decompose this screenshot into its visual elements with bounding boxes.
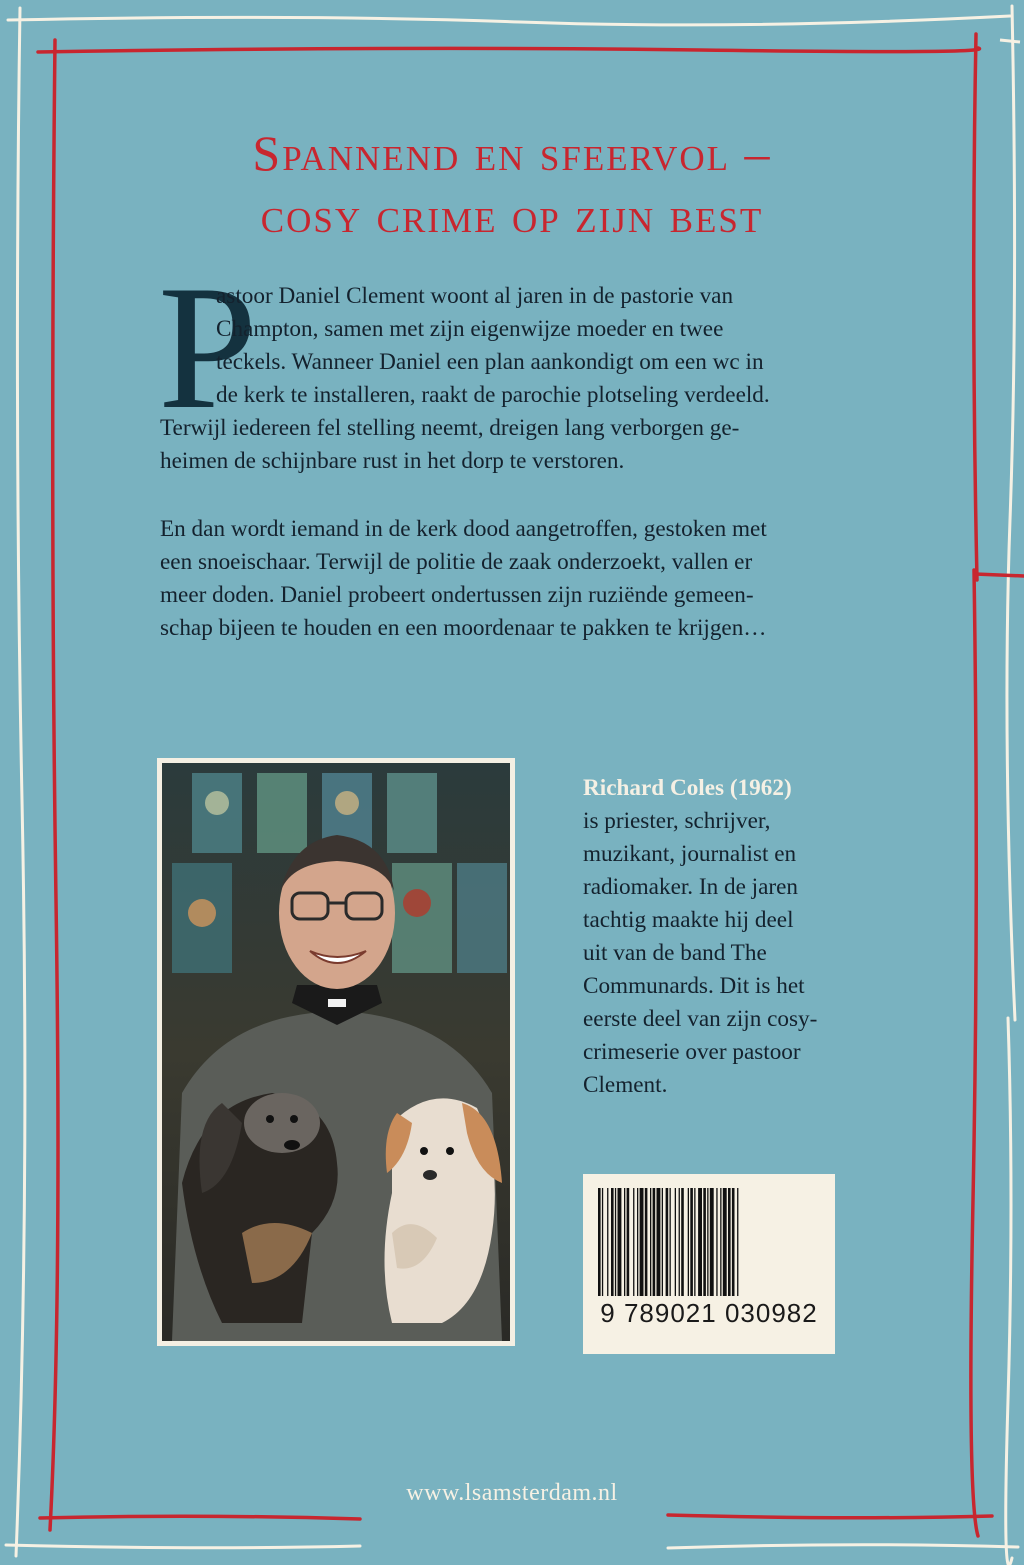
bio-line: uit van de band The [583, 940, 767, 966]
blurb-line: En dan wordt iemand in de kerk dood aangetroffen, gestoken met [160, 516, 767, 542]
barcode-bars [598, 1188, 820, 1296]
blurb-line: astoor Daniel Clement woont al jaren in de pastorie van [216, 283, 734, 309]
author-name: Richard Coles (1962) [583, 775, 792, 801]
blurb-line: Champton, samen met zijn eigenwijze moeder en twee [216, 316, 724, 342]
blurb-line: teckels. Wanneer Daniel een plan aankondigt om een wc in [216, 349, 764, 375]
bio-line: eerste deel van zijn cosy- [583, 1006, 818, 1032]
bio-line: radiomaker. In de jaren [583, 874, 799, 900]
blurb-paragraph-1 [160, 280, 875, 478]
bio-line: Communards. Dit is het [583, 973, 805, 999]
publisher-url[interactable]: www.lsamsterdam.nl [406, 1480, 618, 1506]
blurb-line: heimen de schijnbare rust in het dorp te verstoren. [160, 448, 625, 474]
isbn-digits: 9 789021 030982 [600, 1298, 818, 1328]
blurb-line: meer doden. Daniel probeert ondertussen zijn ruziënde gemeen- [160, 582, 754, 608]
bio-line: crimeserie over pastoor [583, 1039, 801, 1065]
author-bio [583, 772, 883, 1102]
bio-line: tachtig maakte hij deel [583, 907, 794, 933]
bio-line: is priester, schrijver, [583, 808, 771, 834]
blurb-paragraph-2 [160, 513, 875, 645]
blurb-line: de kerk te installeren, raakt de parochie plotseling verdeeld. [216, 382, 770, 408]
blurb-line: schap bijeen te houden en een moordenaar te pakken te krijgen… [160, 615, 767, 641]
bio-line: muzikant, journalist en [583, 841, 797, 867]
isbn-barcode [583, 1174, 835, 1354]
blurb-line: Terwijl iedereen fel stelling neemt, dreigen lang verborgen ge- [160, 415, 740, 441]
drop-cap: P [158, 248, 257, 446]
author-photo [157, 758, 515, 1346]
headline [0, 122, 1024, 246]
blurb-line: een snoeischaar. Terwijl de politie de zaak onderzoekt, vallen er [160, 549, 753, 575]
author-photo-illustration [162, 763, 510, 1341]
headline-line-1: Spannend en sfeervol – [252, 125, 772, 181]
headline-line-2: cosy crime op zijn best [260, 187, 764, 243]
bio-line: Clement. [583, 1072, 668, 1098]
